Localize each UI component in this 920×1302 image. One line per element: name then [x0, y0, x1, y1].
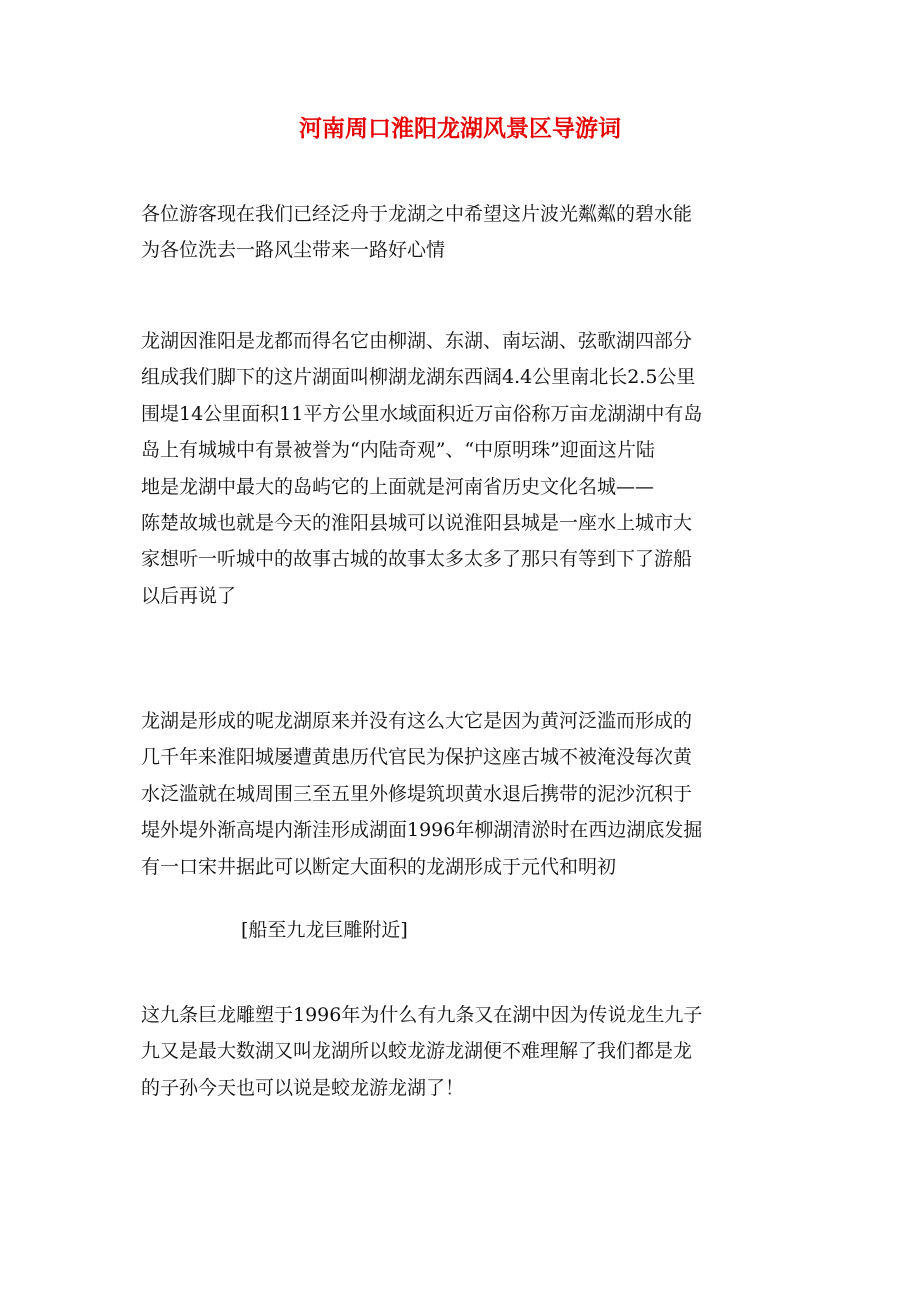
paragraph-line: 组成我们脚下的这片湖面叫柳湖龙湖东西阔4.4公里南北长2.5公里 [141, 366, 696, 389]
stage-direction-note: [船至九龙巨雕附近] [241, 919, 408, 941]
paragraph-line: 地是龙湖中最大的岛屿它的上面就是河南省历史文化名城—— [141, 475, 655, 498]
paragraph-lake-formation [141, 703, 702, 885]
paragraph-line: 陈楚故城也就是今天的淮阳县城可以说淮阳县城是一座水上城市大 [141, 512, 693, 535]
paragraph-line: 围堤14公里面积11平方公里水域面积近万亩俗称万亩龙湖湖中有岛 [141, 402, 703, 425]
paragraph-line: 龙湖因淮阳是龙都而得名它由柳湖、东湖、南坛湖、弦歌湖四部分 [141, 330, 693, 352]
paragraph-line: 水泛滥就在城周围三至五里外修堤筑坝黄水退后携带的泥沙沉积于 [141, 782, 693, 805]
paragraph-line: 龙湖是形成的呢龙湖原来并没有这么大它是因为黄河泛滥而形成的 [141, 710, 693, 732]
paragraph-nine-dragons [141, 997, 702, 1106]
paragraph-line: 几千年来淮阳城屡遭黄患历代官民为保护这座古城不被淹没每次黄 [141, 746, 693, 769]
paragraph-lake-origin-name [141, 323, 702, 614]
paragraph-line: 的子孙今天也可以说是蛟龙游龙湖了！ [141, 1076, 465, 1099]
paragraph-line: 各位游客现在我们已经泛舟于龙湖之中希望这片波光粼粼的碧水能 [141, 203, 693, 225]
paragraph-line: 为各位洗去一路风尘带来一路好心情 [141, 239, 446, 262]
paragraph-line: 以后再说了 [141, 584, 237, 607]
paragraph-line: 岛上有城城中有景被誉为“内陆奇观”、“中原明珠”迎面这片陆 [141, 439, 655, 462]
paragraph-intro [141, 196, 692, 269]
paragraph-line: 九又是最大数湖又叫龙湖所以蛟龙游龙湖便不难理解了我们都是龙 [141, 1040, 693, 1063]
paragraph-line: 有一口宋井据此可以断定大面积的龙湖形成于元代和明初 [141, 855, 617, 878]
paragraph-line: 这九条巨龙雕塑于1996年为什么有九条又在湖中因为传说龙生九子 [141, 1004, 703, 1026]
document-title: 河南周口淮阳龙湖风景区导游词 [299, 116, 621, 142]
paragraph-line: 堤外堤外渐高堤内渐洼形成湖面1996年柳湖清淤时在西边湖底发掘 [141, 819, 703, 842]
paragraph-line: 家想听一听城中的故事古城的故事太多太多了那只有等到下了游船 [141, 548, 693, 571]
